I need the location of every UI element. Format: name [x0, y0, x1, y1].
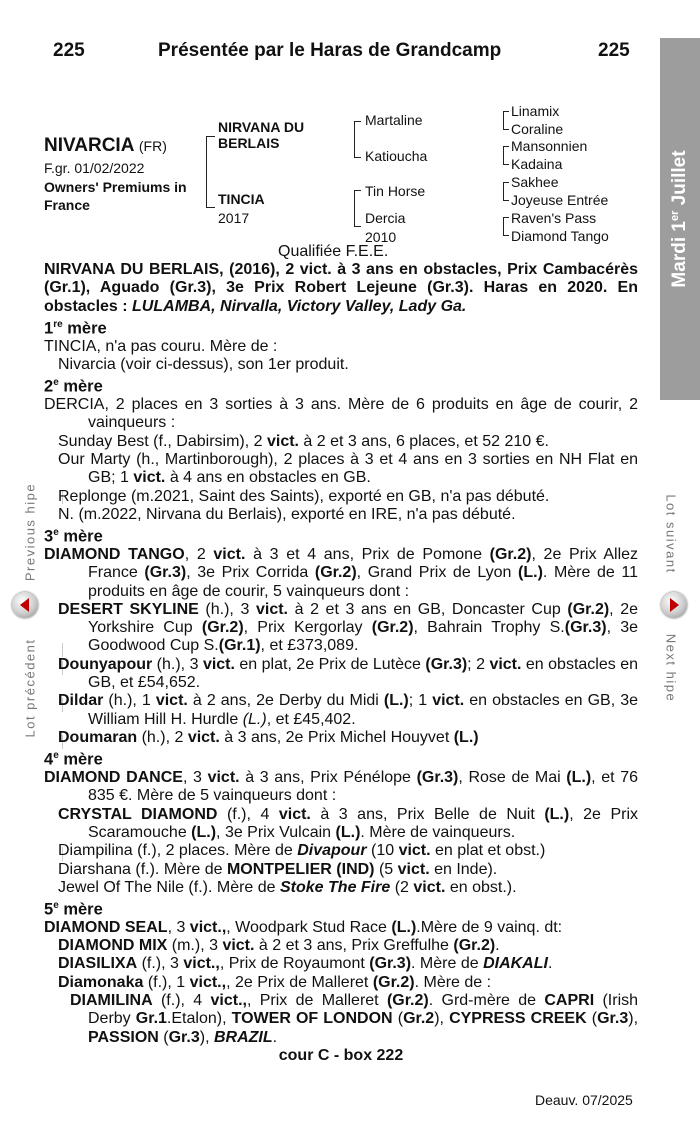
- footer-sale: Deauv. 07/2025: [535, 1092, 633, 1108]
- dam-name: TINCIA 2017: [218, 191, 265, 226]
- ggs-3: Mansonnien: [511, 138, 588, 154]
- qualification: Qualifiée F.E.E.: [278, 243, 389, 260]
- crystal-diamond-line: CRYSTAL DIAMOND (f.), 4 vict. à 3 ans, Prix Belle de Nuit (L.), 2e Prix Scaramouche (L.), 3e Prix Vulcain (L.). Mère de vainqueurs.: [58, 805, 639, 841]
- diamonaka-line: Diamonaka (f.), 1 vict.,, 2e Prix de Malleret (Gr.2). Mère de :: [58, 973, 492, 991]
- diamond-dance-line: DIAMOND DANCE, 3 vict. à 3 ans, Prix Pénélope (Gr.3), Rose de Mai (L.), et 76 835 €. Mère de 5 vainqueurs dont :: [44, 769, 639, 805]
- section-5e-mere: 5e mère: [44, 900, 103, 919]
- dam-line: TINCIA, n'a pas couru. Mère de :: [44, 337, 278, 355]
- grandsire-1: Martaline: [365, 112, 423, 128]
- dercia-line: DERCIA, 2 places en 3 sorties à 3 ans. Mère de 6 produits en âge de courir, 2 vainqueurs :: [44, 396, 638, 432]
- doumaran-line: Doumaran (h.), 2 vict. à 3 ans, 2e Prix Michel Houyvet (L.): [58, 728, 479, 746]
- desert-skyline-line: DESERT SKYLINE (h.), 3 vict. à 2 et 3 ans en GB, Doncaster Cup (Gr.2), 2e Yorkshire Cup (Gr.2), Prix Kergorlay (Gr.2), Bahrain Trophy S.(Gr.3), 3e Goodwood Cup S.(Gr.1), et £373,089.: [58, 600, 639, 655]
- dounyapour-line: Dounyapour (h.), 3 vict. en plat, 2e Prix de Lutèce (Gr.3); 2 vict. en obstacles en GB, et £54,652.: [58, 655, 639, 692]
- lot-suivant-label[interactable]: Lot suivant: [663, 494, 679, 574]
- diamond-seal-line: DIAMOND SEAL, 3 vict.,, Woodpark Stud Race (L.).Mère de 9 vainq. dt:: [44, 918, 563, 936]
- lot-number-left: 225: [53, 40, 85, 61]
- section-3e-mere: 3e mère: [44, 527, 103, 546]
- ggs-1: Linamix: [511, 103, 560, 119]
- section-1re-mere: 1re mère: [44, 318, 107, 338]
- date-label: Mardi 1er Juillet: [668, 150, 691, 288]
- dildar-line: Dildar (h.), 1 vict. à 2 ans, 2e Derby du Midi (L.); 1 vict. en obstacles en GB, 3e William Hill H. Hurdle (L.), et £45,402.: [58, 692, 638, 728]
- nirvana-foal-line: N. (m.2022, Nirvana du Berlais), exporté en IRE, n'a pas débuté.: [58, 505, 516, 523]
- grandsire-3: Tin Horse: [365, 183, 426, 199]
- sunday-best-line: Sunday Best (f., Dabirsim), 2 vict. à 2 et 3 ans, 6 places, et 52 210 €.: [58, 432, 549, 450]
- section-4e-mere: 4e mère: [44, 750, 103, 769]
- lot-precedent-label[interactable]: Lot précédent: [22, 638, 38, 738]
- diamond-tango-line: DIAMOND TANGO, 2 vict. à 3 et 4 ans, Prix de Pomone (Gr.2), 2e Prix Allez France (Gr.3), 3e Prix Corrida (Gr.2), Grand Prix de Lyon (L.). Mère de 11 produits en âge de courir, 5 vainqueurs dont :: [44, 545, 639, 600]
- pedigree-bracket: [206, 136, 215, 208]
- ggs-bracket-4: [503, 217, 509, 236]
- ggs-4: Kadaina: [511, 156, 563, 172]
- jewel-of-the-nile-line: Jewel Of The Nile (f.). Mère de Stoke The Fire (2 vict. en obst.).: [58, 878, 517, 896]
- section-2e-mere: 2e mère: [44, 377, 103, 396]
- page-title: Présentée par le Haras de Grandcamp: [158, 40, 502, 61]
- next-hipe-label[interactable]: Next hipe: [663, 633, 679, 703]
- sire-paragraph: NIRVANA DU BERLAIS, (2016), 2 vict. à 3 ans en obstacles, Prix Cambacérès (Gr.1), Aguado (Gr.3), 3e Prix Robert Lejeune (Gr.3). Haras en 2020. En obstacles : LULAMBA, Nirvalla, Victory Valley, Lady Ga.: [44, 261, 638, 315]
- owners-premiums: Owners' Premiums in France: [44, 179, 187, 213]
- diamilina-line: DIAMILINA (f.), 4 vict.,, Prix de Malleret (Gr.2). Grd-mère de CAPRI (Irish Derby Gr.1.Etalon), TOWER OF LONDON (Gr.2), CYPRESS CREEK (Gr.3), PASSION (Gr.3), BRAZIL.: [70, 992, 639, 1046]
- our-marty-line: Our Marty (h., Martinborough), 2 places à 3 et 4 ans en 3 sorties en NH Flat en GB; 1 vict. à 4 ans en obstacles en GB.: [58, 450, 638, 487]
- diarshana-line: Diarshana (f.). Mère de MONTPELIER (IND) (5 vict. en Inde).: [58, 860, 498, 878]
- lot-description: [44, 261, 638, 1065]
- previous-hipe-label[interactable]: Previous hipe: [22, 482, 38, 582]
- ggs-6: Joyeuse Entrée: [511, 192, 609, 208]
- diamond-mix-line: DIAMOND MIX (m.), 3 vict. à 2 et 3 ans, Prix Greffulhe (Gr.2).: [58, 937, 500, 955]
- ggs-5: Sakhee: [511, 174, 559, 190]
- lot-number-right: 225: [598, 40, 630, 61]
- dam-bracket: [354, 190, 361, 227]
- ggs-bracket-1: [503, 111, 509, 130]
- location-box: cour C - box 222: [278, 1046, 404, 1064]
- ggs-bracket-3: [503, 182, 509, 201]
- previous-lot-button[interactable]: [12, 592, 38, 618]
- arrow-left-icon: [12, 592, 38, 618]
- horse-details: F.gr. 01/02/2022: [44, 160, 145, 176]
- ggs-2: Coraline: [511, 121, 564, 137]
- grandsire-4: Dercia 2010: [365, 210, 406, 245]
- replonge-line: Replonge (m.2021, Saint des Saints), exporté en GB, n'a pas débuté.: [58, 487, 550, 505]
- horse-name: NIVARCIA (FR): [44, 135, 167, 156]
- arrow-right-icon: [661, 592, 687, 618]
- diampilina-line: Diampilina (f.), 2 places. Mère de Divapour (10 vict. en plat et obst.): [58, 842, 546, 860]
- sire-name: NIRVANA DU BERLAIS: [218, 119, 305, 151]
- ggs-8: Diamond Tango: [511, 228, 609, 244]
- ggs-bracket-2: [503, 146, 509, 165]
- offspring-line: Nivarcia (voir ci-dessus), son 1er produit.: [58, 355, 349, 373]
- sire-bracket: [354, 121, 361, 158]
- diasilixa-line: DIASILIXA (f.), 3 vict.,, Prix de Royaumont (Gr.3). Mère de DIAKALI.: [58, 955, 553, 973]
- next-lot-button[interactable]: [661, 592, 687, 618]
- grandsire-2: Katioucha: [365, 148, 428, 164]
- ggs-7: Raven's Pass: [511, 210, 597, 226]
- date-tab: [660, 38, 700, 400]
